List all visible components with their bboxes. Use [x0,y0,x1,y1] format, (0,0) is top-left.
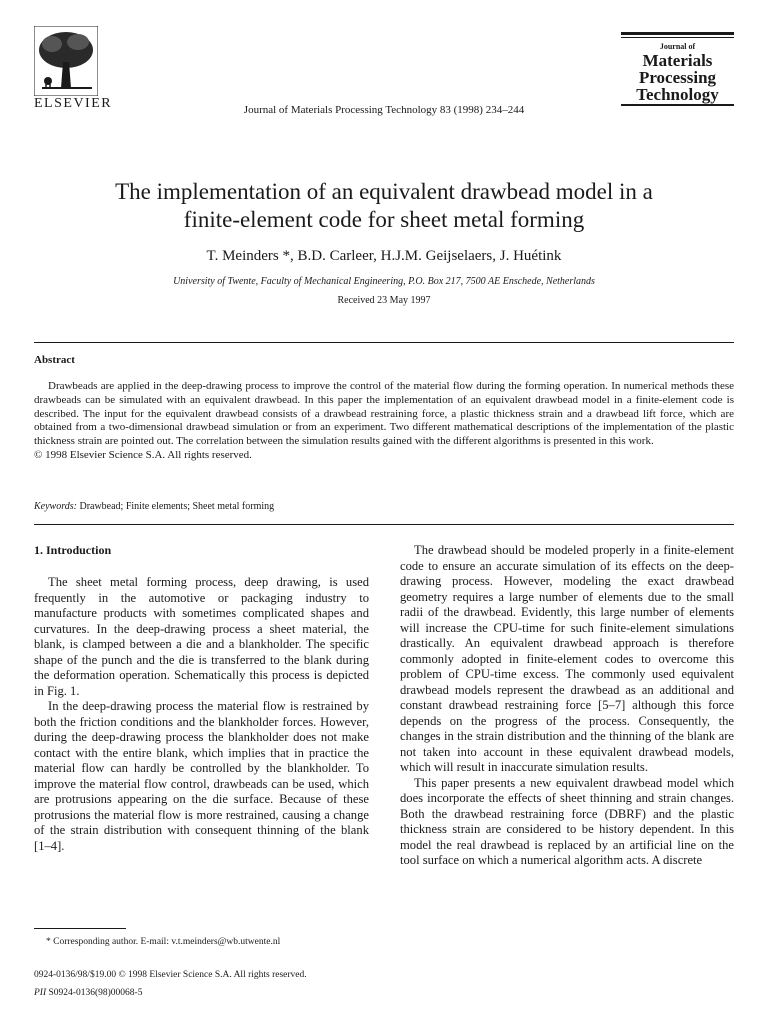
pii-value: S0924-0136(98)00068-5 [48,988,143,998]
masthead-rule-bottom [621,104,734,106]
title-line-1: The implementation of an equivalent drawbead model in a [115,179,653,204]
keywords-list: Drawbead; Finite elements; Sheet metal forming [79,501,275,512]
journal-citation: Journal of Materials Processing Technology 83 (1998) 234–244 [243,104,525,116]
keywords [34,501,274,512]
body-paragraph: In the deep-drawing process the material flow is restrained by both the friction conditions and the blankholder forces. However, during the deep-drawing process the blankholder does not make contact with the entire blank, which implies that in practice the material flow can hardly be controlled by the blankholder. To improve the material flow control, drawbeads can be used, which are protrusions appearing on the die surface. Because of these protrusions the material flow is more restrained, causing a change of the strain distribution with consequent thinning of the blank [1–4]. [34,699,369,853]
abstract-heading: Abstract [34,354,75,366]
title-line-2: finite-element code for sheet metal forming [183,207,585,232]
masthead-line-processing: Processing [638,68,717,87]
pii-line [34,988,142,998]
abstract-bottom-rule [34,524,734,525]
masthead-rule-thin [621,37,734,38]
masthead-line-materials: Materials [642,51,713,70]
masthead-rule-top [621,32,734,35]
footnote-rule [34,928,126,929]
journal-masthead [621,32,734,106]
body-paragraph: This paper presents a new equivalent drawbead model which does incorporate the effects of sheet thinning and strain changes. Both the drawbead restraining force (DBRF) and the plastic thickness strain are considered to be history dependent. In this model the real drawbead is replaced by an artificial line on the tool surface on which a numerical algorithm acts. A discrete [400,775,734,867]
keywords-label: Keywords: [34,501,77,512]
elsevier-tree-logo [34,26,98,96]
left-column [34,575,369,854]
abstract-paragraph: Drawbeads are applied in the deep-drawing process to improve the control of the material flow during the forming operation. In numerical methods these drawbeads can be simulated with an equivalent drawbead. In this paper the implementation of an equivalent drawbead model in a finite-element code is described. The input for the equivalent drawbead consists of a drawbead restraining force, a plastic thickness strain and a drawbead lift force, which are obtained from a two-dimensional drawbead simulation or from an experiment. Two different mathematical descriptions of the implementation of the plastic thickness strain are pointed out. The correlation between the simulation results gained with the different algorithms is presented in this work. [34,380,734,448]
right-column [400,543,734,869]
publisher-name: ELSEVIER [34,96,113,111]
body-paragraph: The drawbead should be modeled properly in a finite-element code to ensure an accurate simulation of its effects on the deep-drawing process. However, modeling the exact drawbead geometry requires a large number of elements due to the small radii of the drawbead. Evidently, this large number of elements will increase the CPU-time for such finite-element simulations drastically. An equivalent drawbead approach is therefore commonly adopted in finite-element codes to overcome this problem of CPU-time excess. The commonly used equivalent drawbead models represent the drawbead as an additional and constant drawbead restraining force [5–7] although this force depends on the progress of the process. Consequently, the changes in the strain distribution and the thinning of the blank are not taken into account in these equivalent drawbead models, which will result in inaccurate simulation results. [400,543,734,774]
masthead-journal-of: Journal of [659,42,696,51]
paper-title [0,178,768,234]
affiliation: University of Twente, Faculty of Mechanical Engineering, P.O. Box 217, 7500 AE Enschede, Netherlands [173,276,595,287]
abstract-copyright: © 1998 Elsevier Science S.A. All rights reserved. [34,448,252,461]
corresponding-author-footnote: * Corresponding author. E-mail: v.t.meinders@wb.utwente.nl [46,937,281,947]
abstract-top-rule [34,342,734,343]
issn-copyright: 0924-0136/98/$19.00 © 1998 Elsevier Science S.A. All rights reserved. [34,970,307,980]
section-heading-introduction: 1. Introduction [34,543,112,557]
received-date: Received 23 May 1997 [337,295,431,306]
body-paragraph: The sheet metal forming process, deep drawing, is used frequently in the automotive or packaging industry to manufacture products with sometimes complicated shapes and curvatures. In the deep-drawing process a sheet material, the blank, is clamped between a die and a blankholder. The specific shape of the punch and the die is transferred to the blank during the deformation operation. Schematically this process is depicted in Fig. 1. [34,575,369,698]
author-list: T. Meinders *, B.D. Carleer, H.J.M. Geijselaers, J. Huétink [206,248,562,264]
abstract-text [34,380,734,463]
pii-label: PII [34,988,47,998]
masthead-line-technology: Technology [636,85,719,104]
